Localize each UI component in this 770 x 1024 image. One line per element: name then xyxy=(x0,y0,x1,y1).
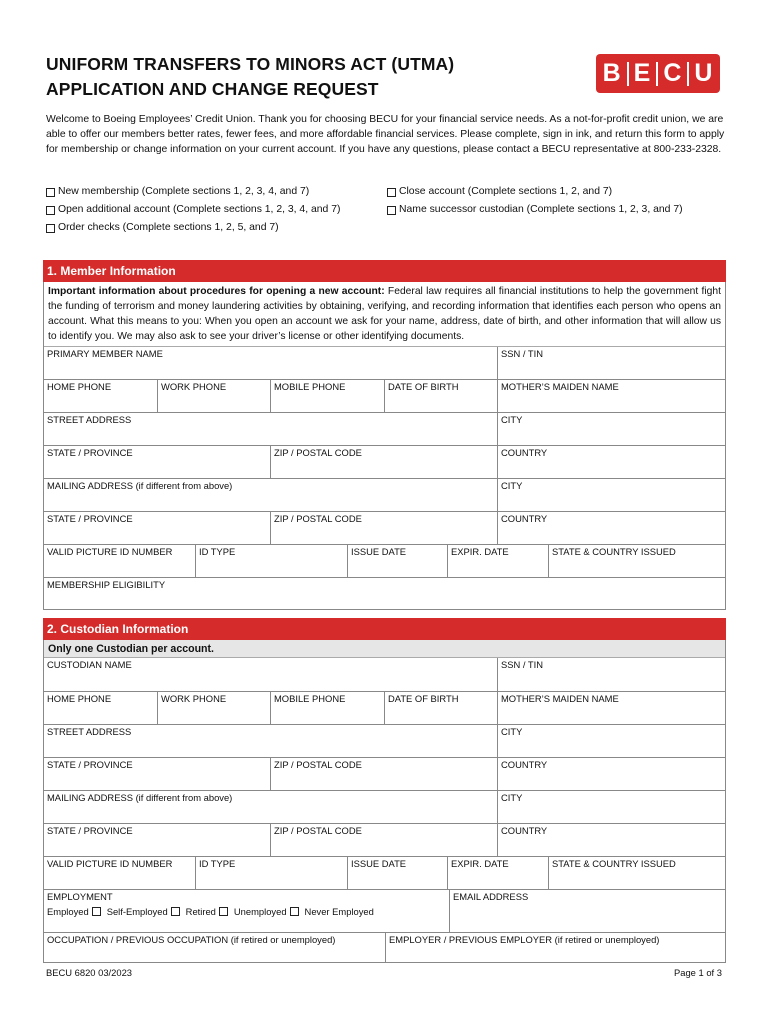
checkbox[interactable] xyxy=(46,206,55,215)
custodian-work-phone-field[interactable] xyxy=(157,692,270,724)
custodian-name-field[interactable] xyxy=(44,658,497,691)
form-row xyxy=(44,445,725,478)
field-label: HOME PHONE xyxy=(47,381,112,392)
request-options-right xyxy=(387,183,683,219)
logo-letter: E xyxy=(633,59,652,87)
logo-letter: C xyxy=(663,59,683,87)
field-label: ZIP / POSTAL CODE xyxy=(274,447,362,458)
field-label: STATE & COUNTRY ISSUED xyxy=(552,858,676,869)
field-label: STATE / PROVINCE xyxy=(47,759,133,770)
self-employed-checkbox[interactable] xyxy=(171,907,180,916)
checkbox[interactable] xyxy=(46,224,55,233)
ssn-tin-field[interactable] xyxy=(497,347,725,379)
form-row xyxy=(44,724,725,757)
field-label: MOBILE PHONE xyxy=(274,693,346,704)
option-label: New membership (Complete sections 1, 2, 3, 4, and 7) xyxy=(58,186,310,197)
mailing-state-province-field[interactable] xyxy=(44,512,270,544)
logo-letter: U xyxy=(694,59,714,87)
mobile-phone-field[interactable] xyxy=(270,380,384,412)
field-label: EMAIL ADDRESS xyxy=(453,891,529,902)
form-row xyxy=(44,577,725,609)
option-label: Open additional account (Complete sections 1, 2, 3, 4, and 7) xyxy=(58,204,341,215)
field-label: SSN / TIN xyxy=(501,659,544,670)
field-label: COUNTRY xyxy=(501,447,548,458)
checkbox[interactable] xyxy=(46,188,55,197)
id-type-field[interactable] xyxy=(195,545,347,577)
custodian-city-field[interactable] xyxy=(497,725,725,757)
state-country-issued-field[interactable] xyxy=(548,545,725,577)
home-phone-field[interactable] xyxy=(44,380,157,412)
field-label: ID TYPE xyxy=(199,546,236,557)
city-field[interactable] xyxy=(497,413,725,445)
field-label: MAILING ADDRESS (if different from above) xyxy=(47,792,233,803)
form-row xyxy=(44,823,725,856)
field-label: STATE / PROVINCE xyxy=(47,447,133,458)
field-label: ISSUE DATE xyxy=(351,546,407,557)
request-options-left xyxy=(46,183,340,237)
unemployed-label: Unemployed xyxy=(233,906,287,917)
option-label: Order checks (Complete sections 1, 2, 5, and 7) xyxy=(58,222,279,233)
field-label: PRIMARY MEMBER NAME xyxy=(47,348,163,359)
form-row xyxy=(44,511,725,544)
note-bold: Important information about procedures for opening a new account: xyxy=(48,286,385,297)
option-order-checks[interactable] xyxy=(46,219,340,237)
section-1-important-note xyxy=(44,282,725,344)
date-of-birth-field[interactable] xyxy=(384,380,497,412)
custodian-mailing-zip-postal-code-field[interactable] xyxy=(270,824,497,856)
becu-logo xyxy=(596,54,720,93)
custodian-issue-date-field[interactable] xyxy=(347,857,447,889)
street-address-field[interactable] xyxy=(44,413,497,445)
field-label: STATE / PROVINCE xyxy=(47,825,133,836)
custodian-country-field[interactable] xyxy=(497,758,725,790)
note-text: Federal law requires all financial institutions to help the government fight the funding of terrorism and money laundering activities by obtaining, verifying, and recording information that identifies each person who opens an account. What this means to you: When you open an account we ask for your name, address, date of birth, and other information that will allow us to identify you. We may also ask to see your driver’s license or other identifying documents. xyxy=(48,286,721,342)
custodian-valid-picture-id-field[interactable] xyxy=(44,857,195,889)
field-label: CITY xyxy=(501,792,523,803)
field-label: VALID PICTURE ID NUMBER xyxy=(47,546,173,557)
form-row xyxy=(44,346,725,379)
custodian-zip-postal-code-field[interactable] xyxy=(270,758,497,790)
form-title-line1: UNIFORM TRANSFERS TO MINORS ACT (UTMA) xyxy=(46,54,455,74)
email-address-field[interactable] xyxy=(449,890,725,932)
field-label: ID TYPE xyxy=(199,858,236,869)
form-row xyxy=(44,658,725,691)
field-label: MOTHER’S MAIDEN NAME xyxy=(501,381,619,392)
option-new-membership[interactable] xyxy=(46,183,340,201)
custodian-date-of-birth-field[interactable] xyxy=(384,692,497,724)
mothers-maiden-name-field[interactable] xyxy=(497,380,725,412)
work-phone-field[interactable] xyxy=(157,380,270,412)
form-row xyxy=(44,790,725,823)
employment-field xyxy=(44,890,449,932)
self-employed-label: Self-Employed xyxy=(106,906,168,917)
valid-picture-id-field[interactable] xyxy=(44,545,195,577)
issue-date-field[interactable] xyxy=(347,545,447,577)
state-province-field[interactable] xyxy=(44,446,270,478)
field-label: MOBILE PHONE xyxy=(274,381,346,392)
option-name-successor-custodian[interactable] xyxy=(387,201,683,219)
field-label: STREET ADDRESS xyxy=(47,414,132,425)
form-row xyxy=(44,412,725,445)
field-label: OCCUPATION / PREVIOUS OCCUPATION (if retired or unemployed) xyxy=(47,934,336,945)
field-label: WORK PHONE xyxy=(161,381,227,392)
field-label: ZIP / POSTAL CODE xyxy=(274,513,362,524)
section-1-member-information xyxy=(43,282,726,610)
logo-letter: B xyxy=(602,59,622,87)
checkbox[interactable] xyxy=(387,206,396,215)
custodian-mailing-city-field[interactable] xyxy=(497,791,725,823)
unemployed-checkbox[interactable] xyxy=(290,907,299,916)
employed-label: Employed xyxy=(47,906,89,917)
form-row xyxy=(44,889,725,932)
field-label: VALID PICTURE ID NUMBER xyxy=(47,858,173,869)
form-row xyxy=(44,691,725,724)
field-label: MEMBERSHIP ELIGIBILITY xyxy=(47,579,166,590)
custodian-mailing-country-field[interactable] xyxy=(497,824,725,856)
form-row xyxy=(44,544,725,577)
form-id: BECU 6820 03/2023 xyxy=(46,967,133,978)
country-field[interactable] xyxy=(497,446,725,478)
option-label: Close account (Complete sections 1, 2, and 7) xyxy=(399,186,613,197)
custodian-state-country-issued-field[interactable] xyxy=(548,857,725,889)
custodian-id-type-field[interactable] xyxy=(195,857,347,889)
custodian-mailing-state-province-field[interactable] xyxy=(44,824,270,856)
form-row xyxy=(44,856,725,889)
field-label: MAILING ADDRESS (if different from above) xyxy=(47,480,233,491)
custodian-street-address-field[interactable] xyxy=(44,725,497,757)
field-label: COUNTRY xyxy=(501,825,548,836)
field-label: CITY xyxy=(501,480,523,491)
employed-checkbox[interactable] xyxy=(92,907,101,916)
intro-paragraph: Welcome to Boeing Employees’ Credit Union. Thank you for choosing BECU for your financial service needs. As a not-for-profit credit union, we are able to offer our members better rates, fewer fees, and more affordable financial services. Please complete, sign in ink, and return this form to apply for membership or change information on your current account. If you have any questions, please contact a BECU representative at 800-233-2328. xyxy=(46,114,725,155)
field-label: DATE OF BIRTH xyxy=(388,381,459,392)
custodian-expir-date-field[interactable] xyxy=(447,857,548,889)
field-label: HOME PHONE xyxy=(47,693,112,704)
section-1-header: 1. Member Information xyxy=(43,260,726,282)
zip-postal-code-field[interactable] xyxy=(270,446,497,478)
membership-eligibility-field[interactable] xyxy=(44,578,725,609)
custodian-state-province-field[interactable] xyxy=(44,758,270,790)
primary-member-name-field[interactable] xyxy=(44,347,497,379)
field-label: EMPLOYER / PREVIOUS EMPLOYER (if retired or unemployed) xyxy=(389,934,660,945)
retired-label: Retired xyxy=(185,906,216,917)
checkbox[interactable] xyxy=(387,188,396,197)
field-label: STATE & COUNTRY ISSUED xyxy=(552,546,676,557)
field-label: SSN / TIN xyxy=(501,348,544,359)
field-label: ISSUE DATE xyxy=(351,858,407,869)
field-label: ZIP / POSTAL CODE xyxy=(274,759,362,770)
mailing-city-field[interactable] xyxy=(497,479,725,511)
form-row xyxy=(44,478,725,511)
field-label: MOTHER’S MAIDEN NAME xyxy=(501,693,619,704)
field-label: COUNTRY xyxy=(501,759,548,770)
section-2-header: 2. Custodian Information xyxy=(43,618,726,640)
field-label: COUNTRY xyxy=(501,513,548,524)
employer-field[interactable] xyxy=(385,933,725,962)
form-row xyxy=(44,932,725,962)
retired-checkbox[interactable] xyxy=(219,907,228,916)
mailing-address-field[interactable] xyxy=(44,479,497,511)
section-2-custodian-information xyxy=(43,640,726,963)
field-label: EXPIR. DATE xyxy=(451,858,509,869)
never-employed-label: Never Employed xyxy=(304,906,374,917)
field-label: EXPIR. DATE xyxy=(451,546,509,557)
form-row xyxy=(44,757,725,790)
field-label: CITY xyxy=(501,726,523,737)
field-label: DATE OF BIRTH xyxy=(388,693,459,704)
custodian-mothers-maiden-name-field[interactable] xyxy=(497,692,725,724)
occupation-field[interactable] xyxy=(44,933,385,962)
field-label: ZIP / POSTAL CODE xyxy=(274,825,362,836)
field-label: STREET ADDRESS xyxy=(47,726,132,737)
option-close-account[interactable] xyxy=(387,183,683,201)
field-label: STATE / PROVINCE xyxy=(47,513,133,524)
custodian-home-phone-field[interactable] xyxy=(44,692,157,724)
option-open-additional-account[interactable] xyxy=(46,201,340,219)
custodian-mobile-phone-field[interactable] xyxy=(270,692,384,724)
custodian-ssn-tin-field[interactable] xyxy=(497,658,725,691)
employment-options xyxy=(47,902,446,917)
form-title-line2: APPLICATION AND CHANGE REQUEST xyxy=(46,79,379,99)
field-label: WORK PHONE xyxy=(161,693,227,704)
mailing-zip-postal-code-field[interactable] xyxy=(270,512,497,544)
form-row xyxy=(44,379,725,412)
section-2-note: Only one Custodian per account. xyxy=(44,640,725,658)
field-label: CUSTODIAN NAME xyxy=(47,659,132,670)
mailing-country-field[interactable] xyxy=(497,512,725,544)
page-number: Page 1 of 3 xyxy=(674,967,722,978)
field-label: EMPLOYMENT xyxy=(47,891,113,902)
form-title xyxy=(46,52,454,102)
custodian-mailing-address-field[interactable] xyxy=(44,791,497,823)
field-label: CITY xyxy=(501,414,523,425)
option-label: Name successor custodian (Complete sections 1, 2, 3, and 7) xyxy=(399,204,683,215)
expir-date-field[interactable] xyxy=(447,545,548,577)
